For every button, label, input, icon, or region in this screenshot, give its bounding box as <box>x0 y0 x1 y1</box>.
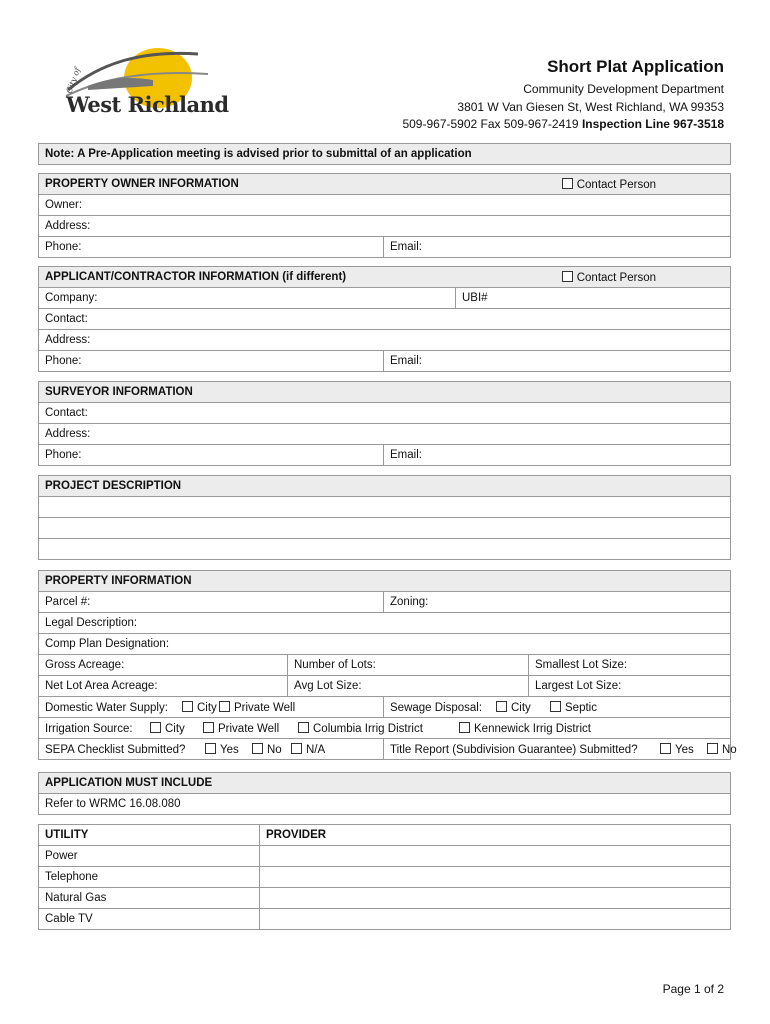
project-description-line[interactable] <box>39 497 731 518</box>
sepa-yes-option: Yes <box>220 743 239 756</box>
contact-numbers <box>402 117 724 131</box>
surveyor-contact-field[interactable]: Contact: <box>39 403 731 424</box>
property-heading: PROPERTY INFORMATION <box>39 571 731 592</box>
owner-heading <box>39 174 731 195</box>
cable-tv-provider-field[interactable] <box>260 909 731 930</box>
checkbox-icon[interactable] <box>660 743 671 754</box>
logo-city-of: City of <box>64 66 83 95</box>
applicant-phone-field[interactable]: Phone: <box>39 351 384 372</box>
largest-lot-field[interactable]: Largest Lot Size: <box>529 676 731 697</box>
checkbox-icon[interactable] <box>496 701 507 712</box>
west-richland-logo <box>58 40 229 122</box>
comp-plan-field[interactable]: Comp Plan Designation: <box>39 634 731 655</box>
application-include-section <box>38 772 731 815</box>
checkbox-icon[interactable] <box>707 743 718 754</box>
checkbox-icon[interactable] <box>219 701 230 712</box>
water-supply-row <box>39 697 384 718</box>
natural-gas-provider-field[interactable] <box>260 888 731 909</box>
irrigation-kennewick-option: Kennewick Irrig District <box>474 722 591 735</box>
surveyor-address-field[interactable]: Address: <box>39 424 731 445</box>
title-report-row <box>384 739 737 760</box>
power-provider-field[interactable] <box>260 846 731 867</box>
sepa-row <box>39 739 384 760</box>
checkbox-icon[interactable] <box>182 701 193 712</box>
property-information-section <box>38 570 737 760</box>
checkbox-icon[interactable] <box>205 743 216 754</box>
water-supply-label: Domestic Water Supply: <box>45 701 168 714</box>
surveyor-email-field[interactable]: Email: <box>384 445 731 466</box>
owner-field[interactable]: Owner: <box>39 195 731 216</box>
owner-phone-field[interactable]: Phone: <box>39 237 384 258</box>
parcel-field[interactable]: Parcel #: <box>39 592 384 613</box>
ubi-field[interactable]: UBI# <box>456 288 731 309</box>
irrigation-label: Irrigation Source: <box>45 722 133 735</box>
title-report-yes-option: Yes <box>675 743 694 756</box>
applicant-contact-field[interactable]: Contact: <box>39 309 731 330</box>
surveyor-section <box>38 381 731 466</box>
smallest-lot-field[interactable]: Smallest Lot Size: <box>529 655 731 676</box>
applicant-heading <box>39 267 731 288</box>
logo-name: West Richland <box>66 92 229 117</box>
owner-email-field[interactable]: Email: <box>384 237 731 258</box>
applicant-section <box>38 266 731 372</box>
irrigation-city-option: City <box>165 722 185 735</box>
sepa-no-option: No <box>267 743 282 756</box>
number-of-lots-field[interactable]: Number of Lots: <box>288 655 529 676</box>
sepa-na-option: N/A <box>306 743 326 756</box>
checkbox-icon[interactable] <box>291 743 302 754</box>
sewage-label: Sewage Disposal: <box>390 701 483 714</box>
checkbox-icon[interactable] <box>562 178 573 189</box>
utility-cable-tv: Cable TV <box>39 909 260 930</box>
checkbox-icon[interactable] <box>459 722 470 733</box>
applicant-email-field[interactable]: Email: <box>384 351 731 372</box>
page-number: Page 1 of 2 <box>662 982 724 996</box>
surveyor-heading: SURVEYOR INFORMATION <box>39 382 731 403</box>
utility-column-header: UTILITY <box>39 825 260 846</box>
gross-acreage-field[interactable]: Gross Acreage: <box>39 655 288 676</box>
page-title: Short Plat Application <box>547 57 724 76</box>
project-description-section <box>38 475 731 560</box>
utility-table <box>38 824 731 930</box>
title-report-label: Title Report (Subdivision Guarantee) Submitted? <box>390 743 638 756</box>
checkbox-icon[interactable] <box>203 722 214 733</box>
owner-contact-person[interactable] <box>562 178 730 191</box>
inspection-line: Inspection Line 967-3518 <box>581 117 724 131</box>
sewage-row <box>384 697 731 718</box>
project-description-line[interactable] <box>39 539 731 560</box>
owner-address-field[interactable]: Address: <box>39 216 731 237</box>
note-table <box>38 143 731 165</box>
wrmc-reference: Refer to WRMC 16.08.080 <box>39 794 731 815</box>
sewage-city-option: City <box>511 701 531 714</box>
irrigation-private-well-option: Private Well <box>218 722 280 735</box>
irrigation-row <box>39 718 731 739</box>
company-field[interactable]: Company: <box>39 288 456 309</box>
checkbox-icon[interactable] <box>252 743 263 754</box>
utility-telephone: Telephone <box>39 867 260 888</box>
telephone-provider-field[interactable] <box>260 867 731 888</box>
sewage-septic-option: Septic <box>565 701 597 714</box>
irrigation-columbia-option: Columbia Irrig District <box>313 722 423 735</box>
property-owner-section <box>38 173 731 258</box>
applicant-address-field[interactable]: Address: <box>39 330 731 351</box>
applicant-contact-person[interactable] <box>562 271 730 284</box>
legal-description-field[interactable]: Legal Description: <box>39 613 731 634</box>
checkbox-icon[interactable] <box>550 701 561 712</box>
water-city-option: City <box>197 701 217 714</box>
project-description-line[interactable] <box>39 518 731 539</box>
sepa-label: SEPA Checklist Submitted? <box>45 743 186 756</box>
utility-power: Power <box>39 846 260 867</box>
provider-column-header: PROVIDER <box>260 825 731 846</box>
department: Community Development Department <box>523 82 724 96</box>
owner-heading-label: PROPERTY OWNER INFORMATION <box>45 177 239 190</box>
checkbox-icon[interactable] <box>298 722 309 733</box>
phone-fax: 509-967-5902 Fax 509-967-2419 <box>402 117 579 131</box>
checkbox-icon[interactable] <box>150 722 161 733</box>
zoning-field[interactable]: Zoning: <box>384 592 731 613</box>
applicant-heading-label: APPLICANT/CONTRACTOR INFORMATION (if different) <box>45 270 347 283</box>
surveyor-phone-field[interactable]: Phone: <box>39 445 384 466</box>
project-heading: PROJECT DESCRIPTION <box>39 476 731 497</box>
contact-person-label: Contact Person <box>576 271 656 284</box>
utility-natural-gas: Natural Gas <box>39 888 260 909</box>
pre-application-note: Note: A Pre-Application meeting is advised prior to submittal of an application <box>39 144 731 165</box>
checkbox-icon[interactable] <box>562 271 573 282</box>
water-private-well-option: Private Well <box>234 701 296 714</box>
contact-person-label: Contact Person <box>576 178 656 191</box>
net-lot-area-field[interactable]: Net Lot Area Acreage: <box>39 676 288 697</box>
avg-lot-size-field[interactable]: Avg Lot Size: <box>288 676 529 697</box>
department-address: 3801 W Van Giesen St, West Richland, WA 99353 <box>457 100 724 114</box>
title-report-no-option: No <box>722 743 737 756</box>
application-heading: APPLICATION MUST INCLUDE <box>39 773 731 794</box>
